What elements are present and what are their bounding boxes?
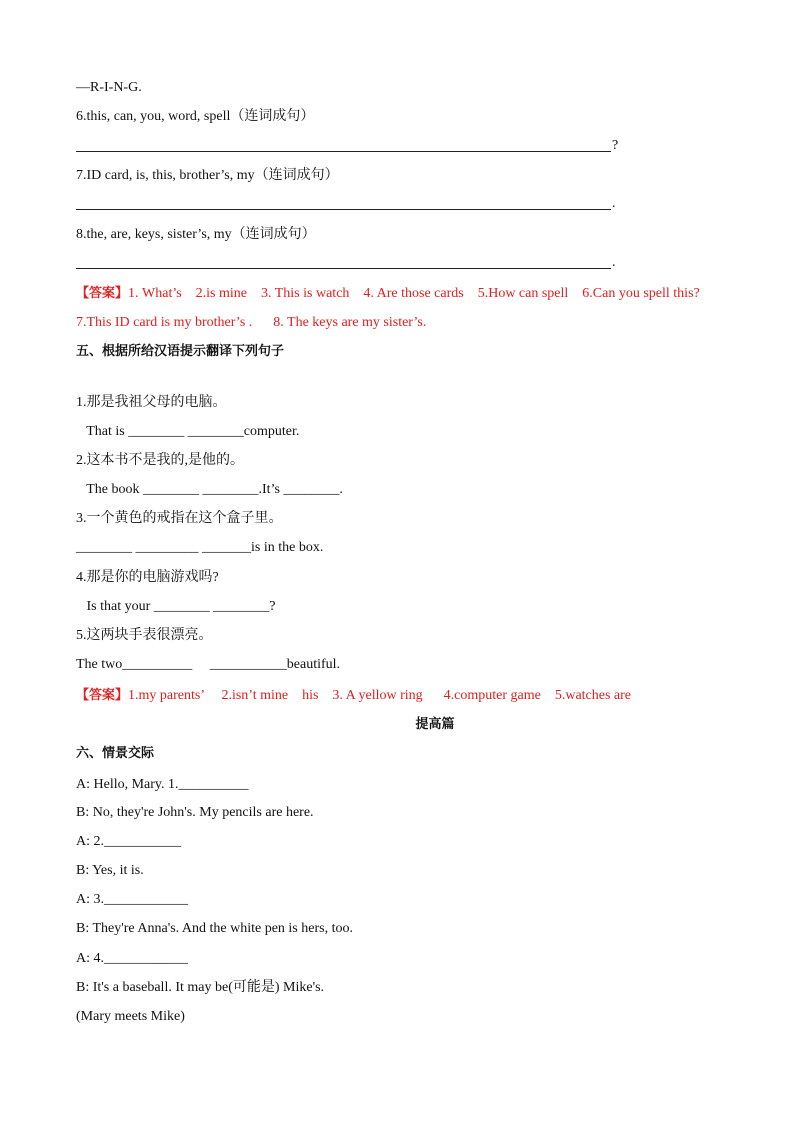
- answer-blank-8[interactable]: [76, 268, 611, 269]
- answer-8-end-mark: .: [612, 255, 616, 270]
- translate-4-prompt: 4.那是你的电脑游戏吗?: [76, 570, 219, 585]
- dialogue-line-5[interactable]: A: 3.____________: [76, 892, 188, 907]
- dialogue-line-2: B: No, they're John's. My pencils are here.: [76, 805, 314, 820]
- dialogue-line-7[interactable]: A: 4.____________: [76, 951, 188, 966]
- spelling-answer-line: —R-I-N-G.: [76, 80, 142, 95]
- question-8: 8.the, are, keys, sister’s, my（连词成句）: [76, 227, 316, 242]
- translate-3-answer[interactable]: ________ _________ _______is in the box.: [76, 540, 324, 555]
- answer-6-end-mark: ?: [612, 138, 619, 153]
- dialogue-stage-direction: (Mary meets Mike): [76, 1009, 185, 1024]
- translate-5-answer[interactable]: The two__________ ___________beautiful.: [76, 657, 341, 672]
- answer-label: 【答案】: [76, 688, 129, 703]
- answer-label: 【答案】: [76, 286, 129, 301]
- dialogue-line-8: B: It's a baseball. It may be(可能是) Mike's.: [76, 980, 325, 995]
- dialogue-line-6: B: They're Anna's. And the white pen is hers, too.: [76, 921, 353, 936]
- translate-4-answer[interactable]: Is that your ________ ________?: [76, 599, 276, 614]
- question-6: 6.this, can, you, word, spell（连词成句）: [76, 109, 315, 124]
- answer-key-section-4-line2: 7.This ID card is my brother’s . 8. The keys are my sister’s.: [76, 315, 427, 330]
- answer-key-section-5: [76, 687, 631, 705]
- answer-text: 1. What’s 2.is mine 3. This is watch 4. Are those cards 5.How can spell 6.Can you spell this?: [128, 286, 700, 301]
- answer-text: 1.my parents’ 2.isn’t mine his 3. A yellow ring 4.computer game 5.watches are: [128, 688, 632, 703]
- dialogue-line-4: B: Yes, it is.: [76, 863, 144, 878]
- answer-7-end-mark: .: [612, 196, 616, 211]
- answer-blank-7[interactable]: [76, 209, 611, 210]
- translate-5-prompt: 5.这两块手表很漂亮。: [76, 628, 213, 643]
- translate-1-prompt: 1.那是我祖父母的电脑。: [76, 395, 227, 410]
- translate-2-answer[interactable]: The book ________ ________.It’s ________.: [76, 482, 343, 497]
- translate-1-answer[interactable]: That is ________ ________computer.: [76, 424, 300, 439]
- section-5-title: 五、根据所给汉语提示翻译下列句子: [76, 344, 285, 359]
- question-7: 7.ID card, is, this, brother’s, my（连词成句）: [76, 168, 339, 183]
- dialogue-line-3[interactable]: A: 2.___________: [76, 834, 181, 849]
- section-6-title: 六、情景交际: [76, 746, 155, 761]
- translate-2-prompt: 2.这本书不是我的,是他的。: [76, 453, 244, 468]
- answer-blank-6[interactable]: [76, 151, 611, 152]
- translate-3-prompt: 3.一个黄色的戒指在这个盒子里。: [76, 511, 283, 526]
- answer-key-section-4: [76, 285, 700, 303]
- dialogue-line-1[interactable]: A: Hello, Mary. 1.__________: [76, 777, 249, 792]
- advanced-section-title: 提高篇: [415, 717, 455, 732]
